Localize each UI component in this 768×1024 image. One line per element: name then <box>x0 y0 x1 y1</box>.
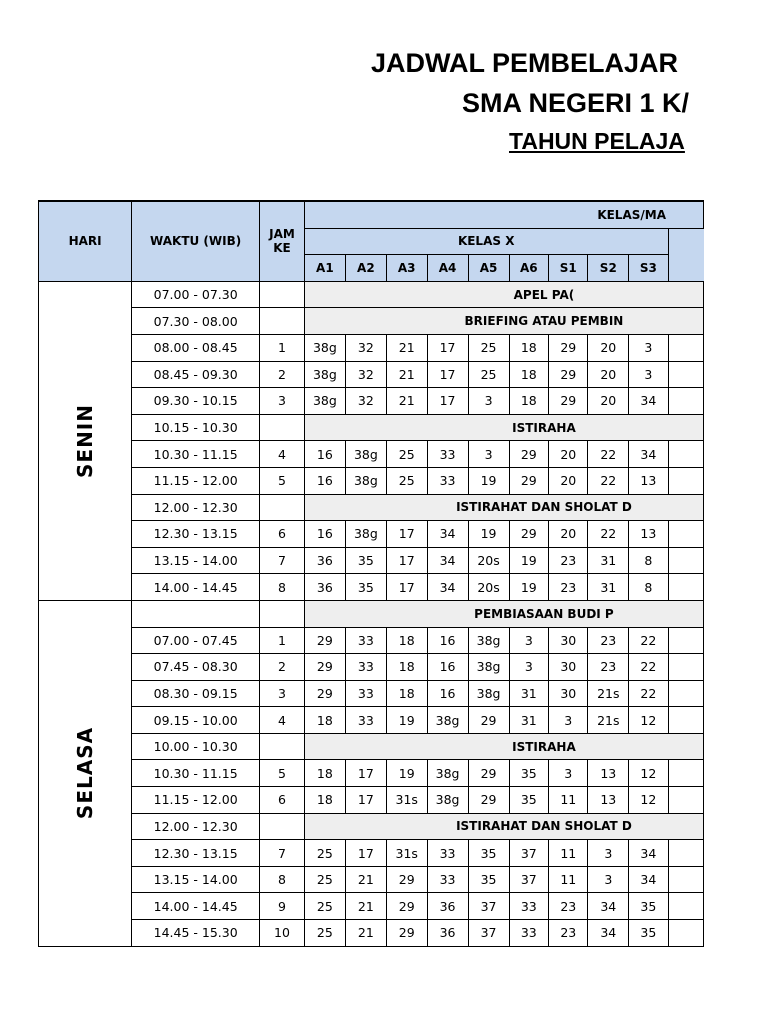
subject-code-cell: 8 <box>629 574 668 601</box>
subject-code-cell: 34 <box>588 920 629 947</box>
subject-code-cell: 31s <box>386 787 427 814</box>
subject-code-cell: 29 <box>468 787 509 814</box>
table-row <box>39 866 704 893</box>
subject-code-cell: 29 <box>304 654 345 681</box>
overflow-cell <box>668 707 703 734</box>
subject-code-cell: 29 <box>549 388 588 415</box>
time-slot: 12.00 - 12.30 <box>132 813 260 840</box>
subject-code-cell: 33 <box>345 627 386 654</box>
subject-code-cell: 33 <box>427 467 468 494</box>
table-row <box>39 733 704 760</box>
subject-code-cell: 36 <box>304 547 345 574</box>
subject-code-cell: 38g <box>345 441 386 468</box>
activity-banner <box>304 733 703 760</box>
subject-code-cell: 34 <box>588 893 629 920</box>
subject-code-cell: 20 <box>549 521 588 548</box>
subject-code-cell: 17 <box>386 547 427 574</box>
class-code: A4 <box>427 255 468 282</box>
overflow-cell <box>668 521 703 548</box>
header-kelas-mapel <box>304 201 703 228</box>
overflow-cell <box>668 760 703 787</box>
schedule-table <box>38 200 704 947</box>
table-row <box>39 680 704 707</box>
subject-code-cell: 33 <box>509 920 549 947</box>
subject-code-cell: 23 <box>588 654 629 681</box>
table-body <box>39 281 704 946</box>
time-slot: 14.00 - 14.45 <box>132 574 260 601</box>
subject-code-cell: 29 <box>549 334 588 361</box>
subject-code-cell: 38g <box>345 521 386 548</box>
period-number: 9 <box>260 893 305 920</box>
period-number: 8 <box>260 866 305 893</box>
activity-label: BRIEFING ATAU PEMBIN <box>464 314 624 329</box>
time-slot: 14.00 - 14.45 <box>132 893 260 920</box>
table-row <box>39 654 704 681</box>
subject-code-cell: 11 <box>549 840 588 867</box>
subject-code-cell: 22 <box>629 627 668 654</box>
subject-code-cell: 37 <box>468 920 509 947</box>
subject-code-cell: 19 <box>468 467 509 494</box>
title-block <box>0 0 768 200</box>
activity-banner <box>304 494 703 521</box>
subject-code-cell: 3 <box>468 441 509 468</box>
period-number: 5 <box>260 760 305 787</box>
subject-code-cell: 35 <box>345 574 386 601</box>
overflow-cell <box>668 334 703 361</box>
subject-code-cell: 38g <box>468 654 509 681</box>
subject-code-cell: 29 <box>304 627 345 654</box>
subject-code-cell: 21 <box>386 388 427 415</box>
subject-code-cell: 23 <box>549 547 588 574</box>
period-number: 3 <box>260 680 305 707</box>
subject-code-cell: 29 <box>386 866 427 893</box>
overflow-cell <box>668 866 703 893</box>
subject-code-cell: 31 <box>509 707 549 734</box>
time-slot: 10.30 - 11.15 <box>132 441 260 468</box>
activity-banner <box>304 308 703 335</box>
subject-code-cell: 29 <box>509 441 549 468</box>
class-code: S1 <box>549 255 588 282</box>
overflow-cell <box>668 388 703 415</box>
time-slot: 07.00 - 07.30 <box>132 281 260 308</box>
subject-code-cell: 30 <box>549 627 588 654</box>
overflow-cell <box>668 627 703 654</box>
subject-code-cell: 29 <box>304 680 345 707</box>
table-row <box>39 787 704 814</box>
subject-code-cell: 34 <box>629 441 668 468</box>
time-slot: 09.30 - 10.15 <box>132 388 260 415</box>
period-number: 3 <box>260 388 305 415</box>
subject-code-cell: 33 <box>345 707 386 734</box>
period-number <box>260 733 305 760</box>
subject-code-cell: 18 <box>304 787 345 814</box>
subject-code-cell: 17 <box>345 840 386 867</box>
subject-code-cell: 21 <box>345 866 386 893</box>
time-slot: 09.15 - 10.00 <box>132 707 260 734</box>
table-row <box>39 920 704 947</box>
time-slot: 14.45 - 15.30 <box>132 920 260 947</box>
subject-code-cell: 38g <box>345 467 386 494</box>
subject-code-cell: 37 <box>509 866 549 893</box>
class-code: S2 <box>588 255 629 282</box>
day-name: SENIN <box>73 403 98 478</box>
header-spacer <box>668 228 703 255</box>
schedule-title: JADWAL PEMBELAJAR <box>371 48 679 78</box>
subject-code-cell: 17 <box>427 388 468 415</box>
subject-code-cell: 22 <box>629 654 668 681</box>
class-code: A3 <box>386 255 427 282</box>
subject-code-cell: 16 <box>427 680 468 707</box>
subject-code-cell: 12 <box>629 787 668 814</box>
subject-code-cell: 18 <box>304 707 345 734</box>
time-slot: 10.15 - 10.30 <box>132 414 260 441</box>
table-row <box>39 467 704 494</box>
time-slot: 07.45 - 08.30 <box>132 654 260 681</box>
day-name: SELASA <box>73 727 98 820</box>
period-number: 1 <box>260 334 305 361</box>
overflow-cell <box>668 574 703 601</box>
day-name-cell <box>39 281 132 600</box>
day-name-cell <box>39 600 132 946</box>
period-number <box>260 600 305 627</box>
subject-code-cell: 38g <box>304 388 345 415</box>
subject-code-cell: 38g <box>427 760 468 787</box>
overflow-cell <box>668 467 703 494</box>
subject-code-cell: 32 <box>345 361 386 388</box>
subject-code-cell: 38g <box>427 707 468 734</box>
subject-code-cell: 33 <box>427 840 468 867</box>
subject-code-cell: 38g <box>304 361 345 388</box>
overflow-cell <box>668 787 703 814</box>
period-number <box>260 281 305 308</box>
subject-code-cell: 13 <box>588 787 629 814</box>
table-row <box>39 414 704 441</box>
subject-code-cell: 29 <box>509 467 549 494</box>
subject-code-cell: 31 <box>509 680 549 707</box>
activity-banner <box>304 813 703 840</box>
subject-code-cell: 25 <box>304 893 345 920</box>
activity-banner <box>304 600 703 627</box>
class-spacer <box>668 255 703 282</box>
header-kelas-x: KELAS X <box>304 228 668 255</box>
subject-code-cell: 38g <box>304 334 345 361</box>
table-row <box>39 840 704 867</box>
header-kelas-mapel-label: KELAS/MA <box>597 207 666 222</box>
overflow-cell <box>668 441 703 468</box>
subject-code-cell: 36 <box>304 574 345 601</box>
subject-code-cell: 35 <box>468 840 509 867</box>
period-number: 6 <box>260 787 305 814</box>
period-number: 2 <box>260 654 305 681</box>
subject-code-cell: 3 <box>468 388 509 415</box>
time-slot: 10.00 - 10.30 <box>132 733 260 760</box>
subject-code-cell: 21 <box>386 334 427 361</box>
subject-code-cell: 38g <box>468 627 509 654</box>
subject-code-cell: 19 <box>468 521 509 548</box>
subject-code-cell: 20 <box>588 361 629 388</box>
table-row <box>39 494 704 521</box>
subject-code-cell: 36 <box>427 920 468 947</box>
table-row <box>39 334 704 361</box>
subject-code-cell: 25 <box>304 840 345 867</box>
subject-code-cell: 17 <box>386 574 427 601</box>
subject-code-cell: 31s <box>386 840 427 867</box>
subject-code-cell: 33 <box>509 893 549 920</box>
header-jam-ke <box>260 201 305 281</box>
class-code: S3 <box>629 255 668 282</box>
subject-code-cell: 34 <box>427 574 468 601</box>
subject-code-cell: 17 <box>427 334 468 361</box>
subject-code-cell: 19 <box>509 547 549 574</box>
time-slot: 07.00 - 07.45 <box>132 627 260 654</box>
subject-code-cell: 8 <box>629 547 668 574</box>
subject-code-cell: 22 <box>629 680 668 707</box>
subject-code-cell: 21s <box>588 680 629 707</box>
subject-code-cell: 21 <box>345 893 386 920</box>
table-row <box>39 574 704 601</box>
subject-code-cell: 37 <box>509 840 549 867</box>
time-slot: 08.30 - 09.15 <box>132 680 260 707</box>
subject-code-cell: 21 <box>345 920 386 947</box>
time-slot: 13.15 - 14.00 <box>132 547 260 574</box>
subject-code-cell: 33 <box>345 680 386 707</box>
subject-code-cell: 22 <box>588 521 629 548</box>
subject-code-cell: 35 <box>509 787 549 814</box>
class-code: A6 <box>509 255 549 282</box>
subject-code-cell: 23 <box>549 920 588 947</box>
subject-code-cell: 17 <box>386 521 427 548</box>
activity-label: ISTIRAHA <box>512 739 576 754</box>
subject-code-cell: 35 <box>468 866 509 893</box>
subject-code-cell: 29 <box>509 521 549 548</box>
period-number: 4 <box>260 441 305 468</box>
subject-code-cell: 16 <box>427 654 468 681</box>
subject-code-cell: 25 <box>386 441 427 468</box>
subject-code-cell: 3 <box>588 866 629 893</box>
period-number: 7 <box>260 547 305 574</box>
subject-code-cell: 20 <box>588 388 629 415</box>
subject-code-cell: 25 <box>468 334 509 361</box>
subject-code-cell: 13 <box>588 760 629 787</box>
time-slot: 08.45 - 09.30 <box>132 361 260 388</box>
subject-code-cell: 29 <box>468 760 509 787</box>
subject-code-cell: 20s <box>468 574 509 601</box>
subject-code-cell: 34 <box>629 840 668 867</box>
schedule-table-viewport <box>38 200 704 960</box>
subject-code-cell: 35 <box>345 547 386 574</box>
activity-banner <box>304 414 703 441</box>
subject-code-cell: 20s <box>468 547 509 574</box>
period-number: 6 <box>260 521 305 548</box>
subject-code-cell: 17 <box>345 760 386 787</box>
subject-code-cell: 25 <box>386 467 427 494</box>
table-row <box>39 388 704 415</box>
subject-code-cell: 38g <box>427 787 468 814</box>
time-slot: 08.00 - 08.45 <box>132 334 260 361</box>
subject-code-cell: 25 <box>304 920 345 947</box>
time-slot: 07.30 - 08.00 <box>132 308 260 335</box>
table-header <box>39 201 704 281</box>
subject-code-cell: 18 <box>509 334 549 361</box>
table-row <box>39 441 704 468</box>
period-number: 10 <box>260 920 305 947</box>
period-number: 4 <box>260 707 305 734</box>
period-number <box>260 494 305 521</box>
subject-code-cell: 11 <box>549 787 588 814</box>
subject-code-cell: 18 <box>509 388 549 415</box>
table-row <box>39 813 704 840</box>
table-row <box>39 521 704 548</box>
time-slot <box>132 600 260 627</box>
period-number: 5 <box>260 467 305 494</box>
class-code: A5 <box>468 255 509 282</box>
table-row <box>39 707 704 734</box>
overflow-cell <box>668 654 703 681</box>
table-row <box>39 308 704 335</box>
subject-code-cell: 25 <box>468 361 509 388</box>
subject-code-cell: 20 <box>549 441 588 468</box>
subject-code-cell: 31 <box>588 547 629 574</box>
subject-code-cell: 35 <box>629 920 668 947</box>
table-row <box>39 281 704 308</box>
subject-code-cell: 23 <box>588 627 629 654</box>
subject-code-cell: 20 <box>588 334 629 361</box>
subject-code-cell: 16 <box>427 627 468 654</box>
overflow-cell <box>668 547 703 574</box>
subject-code-cell: 19 <box>509 574 549 601</box>
activity-label: ISTIRAHAT DAN SHOLAT D <box>456 819 632 834</box>
subject-code-cell: 12 <box>629 760 668 787</box>
overflow-cell <box>668 893 703 920</box>
activity-label: APEL PA( <box>513 287 575 302</box>
period-number: 2 <box>260 361 305 388</box>
subject-code-cell: 13 <box>629 467 668 494</box>
period-number: 7 <box>260 840 305 867</box>
subject-code-cell: 23 <box>549 574 588 601</box>
subject-code-cell: 35 <box>509 760 549 787</box>
subject-code-cell: 19 <box>386 760 427 787</box>
subject-code-cell: 34 <box>427 547 468 574</box>
subject-code-cell: 22 <box>588 467 629 494</box>
subject-code-cell: 3 <box>588 840 629 867</box>
subject-code-cell: 29 <box>386 893 427 920</box>
activity-label: ISTIRAHA <box>512 420 576 435</box>
subject-code-cell: 33 <box>427 441 468 468</box>
subject-code-cell: 20 <box>549 467 588 494</box>
subject-code-cell: 22 <box>588 441 629 468</box>
activity-banner <box>304 281 703 308</box>
table-row <box>39 600 704 627</box>
subject-code-cell: 18 <box>304 760 345 787</box>
subject-code-cell: 33 <box>345 654 386 681</box>
subject-code-cell: 3 <box>629 361 668 388</box>
overflow-cell <box>668 361 703 388</box>
subject-code-cell: 38g <box>468 680 509 707</box>
academic-year: TAHUN PELAJA <box>509 128 685 154</box>
subject-code-cell: 33 <box>427 866 468 893</box>
subject-code-cell: 16 <box>304 441 345 468</box>
subject-code-cell: 32 <box>345 334 386 361</box>
header-hari: HARI <box>39 201 132 281</box>
subject-code-cell: 21 <box>386 361 427 388</box>
header-jam-ke-label: JAM KE <box>269 227 295 256</box>
table-row <box>39 893 704 920</box>
subject-code-cell: 3 <box>549 707 588 734</box>
table-row <box>39 760 704 787</box>
period-number: 8 <box>260 574 305 601</box>
subject-code-cell: 36 <box>427 893 468 920</box>
subject-code-cell: 32 <box>345 388 386 415</box>
class-code: A1 <box>304 255 345 282</box>
period-number <box>260 308 305 335</box>
time-slot: 12.30 - 13.15 <box>132 840 260 867</box>
subject-code-cell: 29 <box>549 361 588 388</box>
time-slot: 12.30 - 13.15 <box>132 521 260 548</box>
subject-code-cell: 18 <box>386 680 427 707</box>
subject-code-cell: 3 <box>549 760 588 787</box>
header-waktu: WAKTU (WIB) <box>132 201 260 281</box>
time-slot: 11.15 - 12.00 <box>132 787 260 814</box>
subject-code-cell: 17 <box>427 361 468 388</box>
school-name: SMA NEGERI 1 K/ <box>462 88 690 118</box>
period-number: 1 <box>260 627 305 654</box>
subject-code-cell: 13 <box>629 521 668 548</box>
subject-code-cell: 18 <box>509 361 549 388</box>
subject-code-cell: 34 <box>427 521 468 548</box>
subject-code-cell: 16 <box>304 467 345 494</box>
subject-code-cell: 3 <box>509 627 549 654</box>
subject-code-cell: 21s <box>588 707 629 734</box>
subject-code-cell: 29 <box>386 920 427 947</box>
subject-code-cell: 30 <box>549 654 588 681</box>
subject-code-cell: 34 <box>629 866 668 893</box>
subject-code-cell: 3 <box>509 654 549 681</box>
subject-code-cell: 12 <box>629 707 668 734</box>
overflow-cell <box>668 920 703 947</box>
time-slot: 12.00 - 12.30 <box>132 494 260 521</box>
subject-code-cell: 34 <box>629 388 668 415</box>
time-slot: 11.15 - 12.00 <box>132 467 260 494</box>
subject-code-cell: 37 <box>468 893 509 920</box>
subject-code-cell: 35 <box>629 893 668 920</box>
overflow-cell <box>668 840 703 867</box>
subject-code-cell: 31 <box>588 574 629 601</box>
period-number <box>260 813 305 840</box>
subject-code-cell: 29 <box>468 707 509 734</box>
subject-code-cell: 23 <box>549 893 588 920</box>
class-code: A2 <box>345 255 386 282</box>
subject-code-cell: 19 <box>386 707 427 734</box>
period-number <box>260 414 305 441</box>
subject-code-cell: 18 <box>386 627 427 654</box>
time-slot: 10.30 - 11.15 <box>132 760 260 787</box>
overflow-cell <box>668 680 703 707</box>
table-row <box>39 547 704 574</box>
subject-code-cell: 11 <box>549 866 588 893</box>
subject-code-cell: 3 <box>629 334 668 361</box>
table-row <box>39 361 704 388</box>
subject-code-cell: 16 <box>304 521 345 548</box>
subject-code-cell: 30 <box>549 680 588 707</box>
subject-code-cell: 18 <box>386 654 427 681</box>
subject-code-cell: 25 <box>304 866 345 893</box>
table-row <box>39 627 704 654</box>
activity-label: PEMBIASAAN BUDI P <box>474 606 614 621</box>
subject-code-cell: 17 <box>345 787 386 814</box>
activity-label: ISTIRAHAT DAN SHOLAT D <box>456 500 632 515</box>
time-slot: 13.15 - 14.00 <box>132 866 260 893</box>
